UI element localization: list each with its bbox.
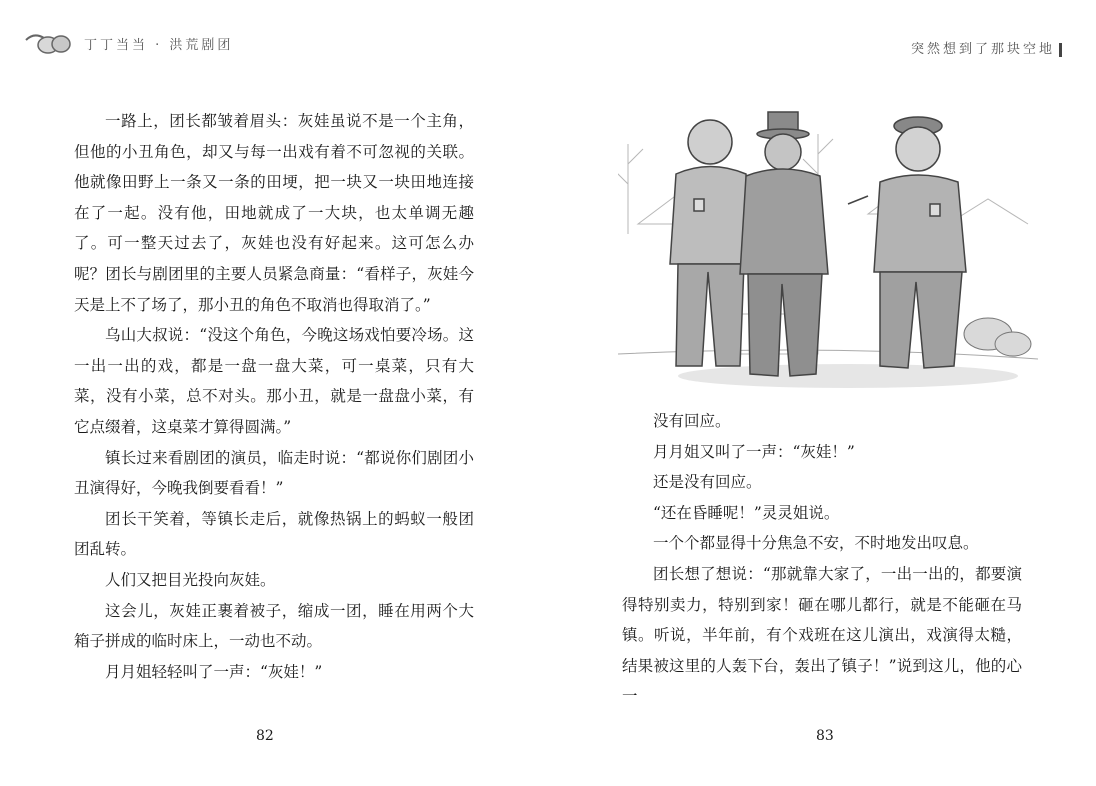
paragraph: “还在昏睡呢！”灵灵姐说。 xyxy=(653,503,840,522)
series-title: 丁丁当当 · 洪荒剧团 xyxy=(84,37,234,53)
gourd-logo-icon xyxy=(24,30,74,56)
paragraph: 月月姐又叫了一声：“灰娃！” xyxy=(653,442,855,461)
paragraph: 这会儿，灰娃正裹着被子，缩成一团，睡在用两个大箱子拼成的临时床上，一动也不动。 xyxy=(74,601,474,651)
paragraph: 没有回应。 xyxy=(653,412,731,430)
paragraph: 乌山大叔说：“没这个角色，今晚这场戏怕要冷场。这一出一出的戏，都是一盘一盘大菜，可一桌菜，只有大菜，没有小菜，总不对头。那小丑，就是一盘盘小菜，有它点缀着，这桌菜才算得圆满。” xyxy=(74,326,474,436)
paragraph: 还是没有回应。 xyxy=(653,473,762,492)
paragraph: 团长想了想说：“那就靠大家了，一出一出的，都要演得特别卖力，特别到家！砸在哪儿都行，就是不能砸在马镇。听说，半年前，有个戏班在这儿演出，戏演得太糙，结果被这里的人轰下台，轰出了镇子！”说到这儿，他的心一 xyxy=(622,564,1022,706)
header-rule xyxy=(1059,43,1062,57)
paragraph: 团长干笑着，等镇长走后，就像热锅上的蚂蚁一般团团乱转。 xyxy=(74,509,474,559)
left-page-body xyxy=(74,106,474,687)
page-number-left: 82 xyxy=(256,728,274,744)
paragraph: 镇长过来看剧团的演员，临走时说：“都说你们剧团小丑演得好，今晚我倒要看看！” xyxy=(74,448,474,498)
running-header-left xyxy=(24,30,233,56)
illustration-three-men xyxy=(618,104,1038,396)
paragraph: 一路上，团长都皱着眉头：灰娃虽说不是一个主角，但他的小丑角色，却又与每一出戏有着不可忽视的关联。他就像田野上一条又一条的田埂，把一块又一块田地连接在了一起。没有他，田地就成了一大块，也太单调无趣了。可一整天过去了，灰娃也没有好起来。这可怎么办呢？团长与剧团里的主要人员紧急商量：“看样子，灰娃今天是上不了场了，那小丑的角色不取消也得取消了。” xyxy=(74,112,474,314)
paragraph: 人们又把目光投向灰娃。 xyxy=(105,570,276,589)
right-page-body xyxy=(622,406,1022,712)
paragraph: 一个个都显得十分焦急不安，不时地发出叹息。 xyxy=(653,534,979,553)
paragraph: 月月姐轻轻叫了一声：“灰娃！” xyxy=(105,662,323,681)
running-header-right xyxy=(911,38,1062,57)
page-number-right: 83 xyxy=(816,728,834,744)
chapter-title: 突然想到了那块空地 xyxy=(910,42,1055,57)
